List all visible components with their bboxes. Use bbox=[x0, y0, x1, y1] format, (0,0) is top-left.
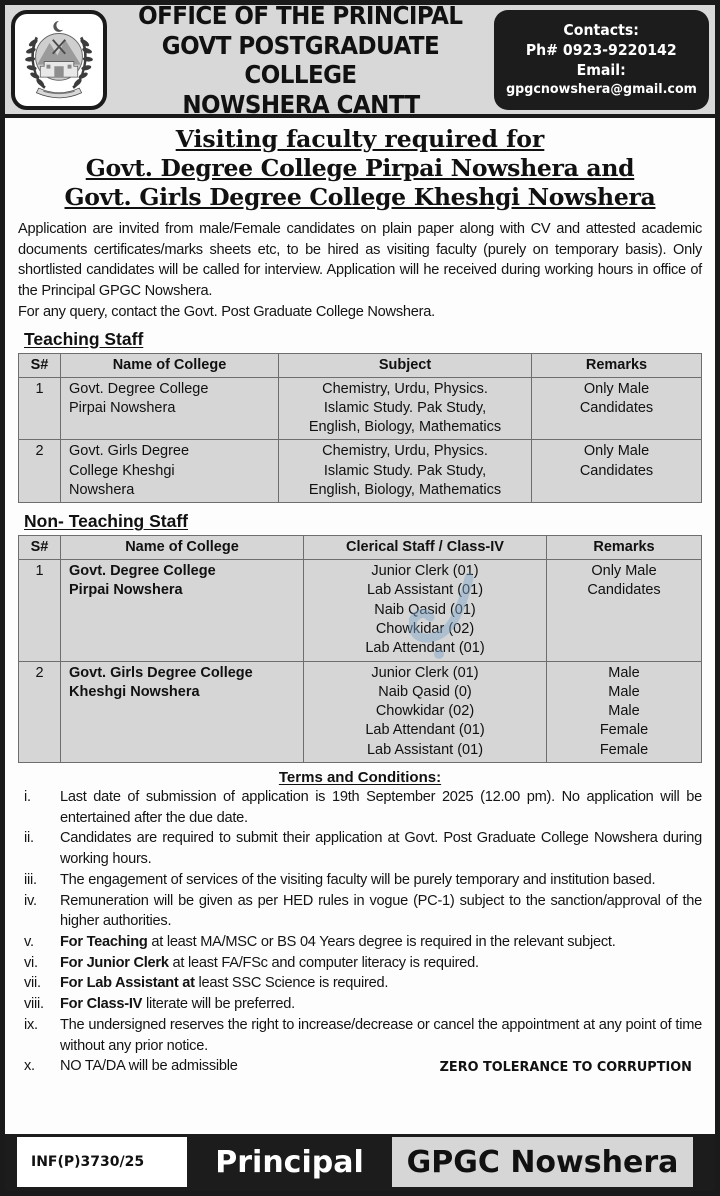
nonteaching-col-sn: S# bbox=[19, 536, 61, 560]
teaching-row2-college-line1: Govt. Girls Degree bbox=[69, 443, 190, 460]
nonteaching-row2-remarks-line1: Male bbox=[608, 664, 640, 681]
nonteaching-row1-post-2: Lab Assistant (01) bbox=[366, 582, 484, 599]
terms-item bbox=[18, 870, 702, 891]
nonteaching-table-header-row bbox=[19, 536, 702, 560]
nonteaching-row2-remarks-line3: Male bbox=[608, 703, 640, 720]
nonteaching-row1-post-3: Naib Qasid (01) bbox=[374, 601, 476, 618]
nonteaching-col-college: Name of College bbox=[61, 536, 304, 560]
intro-paragraph-2: For any query, contact the Govt. Post Graduate College Nowshera. bbox=[18, 303, 435, 320]
nonteaching-row2-remarks bbox=[547, 661, 702, 762]
khyber-pakhtunkhwa-emblem-icon bbox=[20, 16, 98, 104]
terms-item-number: ii. bbox=[24, 830, 34, 847]
nonteaching-row1-post-1: Junior Clerk (01) bbox=[371, 563, 479, 580]
terms-item-text: For Junior Clerk at least FA/FSc and computer literacy is required. bbox=[60, 954, 479, 971]
terms-item-text: For Teaching at least MA/MSC or BS 04 Years degree is required in the relevant subject. bbox=[60, 934, 616, 951]
teaching-row1-college-line2: Pirpai Nowshera bbox=[69, 399, 176, 416]
nonteaching-section bbox=[18, 505, 702, 763]
nonteaching-row2-posts bbox=[304, 661, 547, 762]
teaching-row1-college-line1: Govt. Degree College bbox=[69, 380, 209, 397]
page-content bbox=[5, 118, 715, 1077]
nonteaching-section-title: Non- Teaching Staff bbox=[24, 511, 188, 532]
nonteaching-row2-college bbox=[61, 661, 304, 762]
terms-list bbox=[18, 787, 702, 1077]
nonteaching-row1-college-line1: Govt. Degree College bbox=[69, 563, 216, 580]
nonteaching-row2-post-5: Lab Assistant (01) bbox=[366, 741, 484, 758]
teaching-row2-college bbox=[61, 440, 279, 503]
header-title-line-2: GOVT POSTGRADUATE COLLEGE bbox=[161, 30, 440, 89]
teaching-row1-remarks-line1: Only Male bbox=[583, 380, 650, 397]
nonteaching-col-posts: Clerical Staff / Class-IV bbox=[304, 536, 547, 560]
teaching-row1-sn: 1 bbox=[19, 377, 61, 440]
nonteaching-row2-remarks-line5: Female bbox=[599, 741, 649, 758]
teaching-col-sn: S# bbox=[19, 353, 61, 377]
terms-item-number: i. bbox=[24, 789, 31, 805]
page-header bbox=[5, 1, 715, 119]
terms-item-text: Remuneration will be given as per HED rules in vogue (PC-1) subject to the sanction/approval of the higher authorities. bbox=[60, 892, 702, 930]
contact-phone: Ph# 0923-9220142 bbox=[526, 41, 677, 60]
table-row bbox=[19, 560, 702, 661]
nonteaching-row2-remarks-line2: Male bbox=[608, 683, 640, 700]
header-title-line-3: NOWSHERA CANTT bbox=[181, 89, 420, 119]
teaching-row2-college-line3: Nowshera bbox=[69, 481, 135, 498]
terms-item-number: v. bbox=[24, 934, 34, 951]
nonteaching-row1-college-line2: Pirpai Nowshera bbox=[69, 582, 183, 599]
email-label: Email: bbox=[576, 60, 627, 79]
terms-item-number: iii. bbox=[24, 871, 37, 888]
terms-item-text: The undersigned reserves the right to increase/decrease or cancel the appointment at any point of time without any prior notice. bbox=[60, 1016, 702, 1054]
teaching-table-header-row bbox=[19, 353, 702, 377]
headline-line-1: Visiting faculty required for bbox=[175, 125, 545, 153]
teaching-row2-remarks-line2: Candidates bbox=[579, 462, 654, 479]
terms-item bbox=[18, 932, 702, 953]
terms-item-text: Last date of submission of application is 19th September 2025 (12.00 pm). No application will be entertained after the due date. bbox=[60, 789, 702, 826]
table-row bbox=[19, 377, 702, 440]
teaching-staff-table bbox=[18, 353, 702, 504]
terms-item bbox=[18, 787, 702, 828]
zero-tolerance-note: ZERO TOLERANCE TO CORRUPTION bbox=[439, 1059, 692, 1076]
table-row bbox=[19, 440, 702, 503]
footer-institution-label: GPGC Nowshera bbox=[392, 1137, 693, 1187]
teaching-col-college: Name of College bbox=[61, 353, 279, 377]
teaching-row1-remarks bbox=[532, 377, 702, 440]
nonteaching-col-remarks: Remarks bbox=[547, 536, 702, 560]
contact-email: gpgcnowshera@gmail.com bbox=[506, 80, 697, 97]
terms-item bbox=[18, 994, 702, 1015]
nonteaching-row2-post-4: Lab Attendant (01) bbox=[365, 722, 485, 739]
intro-paragraphs bbox=[18, 219, 702, 323]
contacts-label: Contacts: bbox=[563, 21, 640, 40]
advert-headline bbox=[18, 125, 702, 212]
contact-box bbox=[494, 10, 709, 110]
teaching-row1-college bbox=[61, 377, 279, 440]
footer-principal-label: Principal bbox=[187, 1137, 392, 1187]
nonteaching-row1-posts bbox=[304, 560, 547, 661]
teaching-row2-remarks-line1: Only Male bbox=[583, 443, 650, 460]
nonteaching-row2-post-1: Junior Clerk (01) bbox=[371, 664, 479, 681]
nonteaching-row1-college bbox=[61, 560, 304, 661]
nonteaching-row1-post-5: Lab Attendant (01) bbox=[365, 640, 485, 657]
terms-item-number: x. bbox=[24, 1058, 35, 1075]
terms-item-number: ix. bbox=[24, 1016, 38, 1033]
terms-item-text: For Lab Assistant at least SSC Science is required. bbox=[60, 975, 389, 992]
nonteaching-row1-post-4: Chowkidar (02) bbox=[375, 621, 475, 638]
teaching-row2-subject-line3: English, Biology, Mathematics bbox=[308, 481, 502, 498]
terms-item-text: For Class-IV literate will be preferred. bbox=[60, 996, 295, 1013]
page-footer bbox=[5, 1134, 715, 1191]
header-title-block bbox=[107, 1, 494, 119]
header-title-line-1: OFFICE OF THE PRINCIPAL bbox=[138, 1, 463, 30]
teaching-row2-remarks bbox=[532, 440, 702, 503]
terms-item-number: viii. bbox=[24, 996, 44, 1013]
teaching-row1-subject-line3: English, Biology, Mathematics bbox=[308, 419, 502, 436]
intro-paragraph-1: Application are invited from male/Female candidates on plain paper along with CV and attested academic documents certificates/marks sheets etc, to be hired as visiting faculty (purely on temporary basis). Only shortlisted candidates will be called for interview. Application will he received during working hours in office of the Principal GPGC Nowshera. bbox=[18, 220, 702, 300]
nonteaching-row2-remarks-line4: Female bbox=[599, 722, 649, 739]
terms-item bbox=[18, 973, 702, 994]
teaching-row1-subject bbox=[279, 377, 532, 440]
nonteaching-row2-post-2: Naib Qasid (0) bbox=[378, 683, 472, 700]
terms-item bbox=[18, 1015, 702, 1056]
teaching-row1-subject-line1: Chemistry, Urdu, Physics. bbox=[322, 380, 488, 397]
inf-number: INF(P)3730/25 bbox=[17, 1137, 187, 1187]
teaching-row1-subject-line2: Islamic Study. Pak Study, bbox=[323, 399, 487, 416]
nonteaching-row1-remarks-line1: Only Male bbox=[591, 563, 657, 580]
nonteaching-row2-post-3: Chowkidar (02) bbox=[375, 703, 475, 720]
table-row bbox=[19, 661, 702, 762]
terms-title: Terms and Conditions: bbox=[278, 769, 442, 786]
teaching-section bbox=[18, 323, 702, 504]
teaching-section-title: Teaching Staff bbox=[24, 328, 144, 349]
headline-line-2: Govt. Degree College Pirpai Nowshera and bbox=[85, 153, 635, 182]
teaching-col-subject: Subject bbox=[279, 353, 532, 377]
nonteaching-row2-college-line1: Govt. Girls Degree College bbox=[69, 664, 253, 681]
logo-container bbox=[11, 10, 107, 110]
terms-item-text: The engagement of services of the visiting faculty will be purely temporary and institution based. bbox=[60, 871, 656, 888]
headline-line-3: Govt. Girls Degree College Kheshgi Nowshera bbox=[64, 182, 656, 211]
teaching-row2-subject-line1: Chemistry, Urdu, Physics. bbox=[322, 443, 488, 460]
nonteaching-row1-remarks-line2: Candidates bbox=[587, 582, 661, 599]
teaching-col-remarks: Remarks bbox=[532, 353, 702, 377]
teaching-row2-college-line2: College Kheshgi bbox=[69, 462, 175, 479]
nonteaching-row1-remarks bbox=[547, 560, 702, 661]
terms-item bbox=[18, 891, 702, 932]
terms-item-number: vi. bbox=[24, 954, 38, 971]
teaching-row2-subject bbox=[279, 440, 532, 503]
nonteaching-staff-table bbox=[18, 535, 702, 763]
terms-item-number: iv. bbox=[24, 892, 37, 909]
nonteaching-row1-sn: 1 bbox=[19, 560, 61, 661]
terms-item-text: NO TA/DA will be admissible bbox=[60, 1058, 238, 1075]
terms-item-number: vii. bbox=[24, 975, 41, 992]
terms-item bbox=[18, 953, 702, 974]
teaching-row2-sn: 2 bbox=[19, 440, 61, 503]
teaching-row1-remarks-line2: Candidates bbox=[579, 399, 654, 416]
nonteaching-row2-sn: 2 bbox=[19, 661, 61, 762]
terms-item-text: Candidates are required to submit their application at Govt. Post Graduate College Nowshera during working hours. bbox=[60, 830, 702, 868]
terms-item bbox=[18, 828, 702, 869]
teaching-row2-subject-line2: Islamic Study. Pak Study, bbox=[323, 462, 487, 479]
nonteaching-row2-college-line2: Kheshgi Nowshera bbox=[69, 683, 200, 700]
